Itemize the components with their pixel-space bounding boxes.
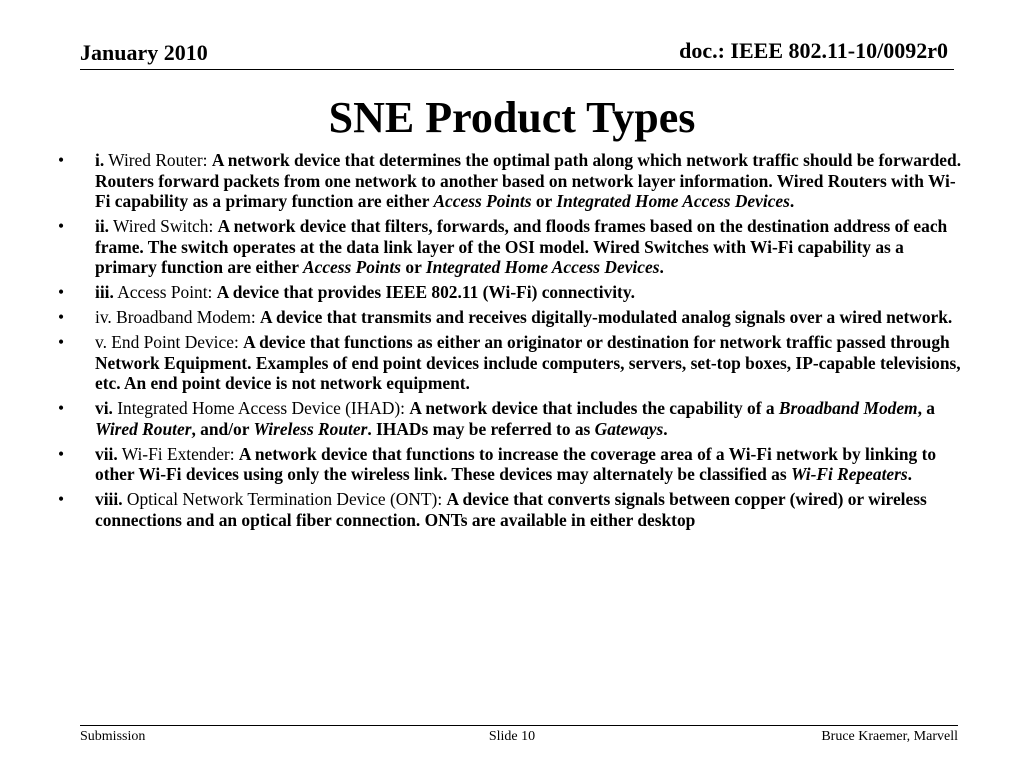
definition-text: . IHADs may be referred to as	[367, 418, 595, 439]
bullet-term: Wired Switch:	[109, 216, 218, 236]
bullet-item	[95, 332, 965, 394]
definition-text: A device that converts signals between copper (wired) or wireless connections and an optical fiber connection. ONTs are available in either desktop	[95, 489, 927, 530]
definition-text: A network device that functions to increase the coverage area of a Wi-Fi network by linking to other Wi-Fi devices using only the wireless link. These devices may alternately be classified as	[95, 443, 937, 484]
header-divider	[80, 69, 954, 70]
bullet-number: vii.	[95, 443, 118, 464]
definition-emphasis: Wireless Router	[253, 418, 368, 439]
definition-text: A network device that filters, forwards, and floods frames based on the destination address of each frame. The switch operates at the data link layer of the OSI model. Wired Switches with Wi-Fi capability as a primary function are either	[95, 216, 948, 277]
definition-text: , and/or	[191, 418, 254, 439]
bullet-number: vi.	[95, 398, 113, 418]
bullet-definition	[260, 307, 952, 327]
bullet-term: Integrated Home Access Device (IHAD):	[112, 398, 410, 418]
header-doc-id: doc.: IEEE 802.11-10/0092r0	[679, 38, 948, 63]
definition-text: or	[531, 191, 557, 211]
definition-emphasis: Access Points	[433, 191, 532, 211]
definition-emphasis: Wired Router	[95, 418, 192, 439]
slide-title: SNE Product Types	[328, 93, 696, 142]
footer-author: Bruce Kraemer, Marvell	[821, 729, 958, 744]
definition-emphasis: Broadband Modem	[778, 398, 918, 418]
definition-emphasis: Integrated Home Access Devices	[425, 257, 660, 277]
header-date: January 2010	[80, 40, 208, 65]
bullet-item	[95, 216, 965, 278]
bullet-number: iv.	[95, 307, 112, 327]
definition-text: .	[663, 418, 668, 439]
bullet-definition	[95, 150, 961, 211]
definition-text: A device that functions as either an originator or destination for network traffic passed through Network Equipment. Examples of end point devices include computers, servers, set-top boxes, IP-capable televisions, etc. An end point device is not network equipment.	[95, 332, 961, 393]
bullet-number: i.	[95, 150, 105, 170]
definition-emphasis: Integrated Home Access Devices	[556, 191, 790, 211]
bullet-item	[95, 282, 965, 303]
bullet-number: viii.	[95, 489, 123, 509]
bullet-number: iii.	[95, 282, 114, 302]
footer-submission: Submission	[80, 729, 146, 744]
bullet-definition	[95, 216, 947, 277]
definition-text: A network device that includes the capability of a	[409, 398, 779, 418]
bullet-definition	[217, 282, 635, 302]
bullet-item	[95, 307, 965, 328]
bullet-term: End Point Device:	[106, 332, 244, 352]
definition-text: A device that transmits and receives digitally-modulated analog signals over a wired network.	[260, 307, 953, 327]
bullet-item	[95, 398, 965, 439]
bullet-item	[95, 444, 965, 485]
definition-text: .	[907, 464, 913, 484]
footer-divider	[80, 725, 958, 726]
bullet-term: Access Point:	[113, 282, 217, 302]
bullet-item	[95, 489, 965, 530]
definition-text: .	[789, 191, 795, 211]
bullet-term: Broadband Modem:	[111, 307, 261, 327]
bullet-term: Wi-Fi Extender:	[117, 443, 239, 464]
bullet-item	[95, 150, 965, 212]
definition-emphasis: Gateways	[594, 418, 664, 439]
bullet-number: v.	[95, 332, 107, 352]
bullet-term: Optical Network Termination Device (ONT):	[122, 489, 447, 509]
definition-text: , a	[917, 398, 935, 418]
definition-text: A device that provides IEEE 802.11 (Wi-Fi) connectivity.	[216, 282, 635, 302]
bullet-term: Wired Router:	[104, 150, 212, 170]
definition-text: .	[659, 257, 664, 277]
definition-emphasis: Wi-Fi Repeaters	[790, 464, 908, 484]
bullet-number: ii.	[95, 216, 110, 236]
bullet-list	[95, 150, 965, 535]
footer-slide-number: Slide 10	[488, 729, 536, 744]
definition-emphasis: Access Points	[303, 257, 402, 277]
definition-text: or	[401, 257, 426, 277]
definition-text: A network device that determines the optimal path along which network traffic should be forwarded. Routers forward packets from one network to another based on network layer information. Wired Routers with Wi-Fi capability as a primary function are either	[95, 150, 962, 211]
